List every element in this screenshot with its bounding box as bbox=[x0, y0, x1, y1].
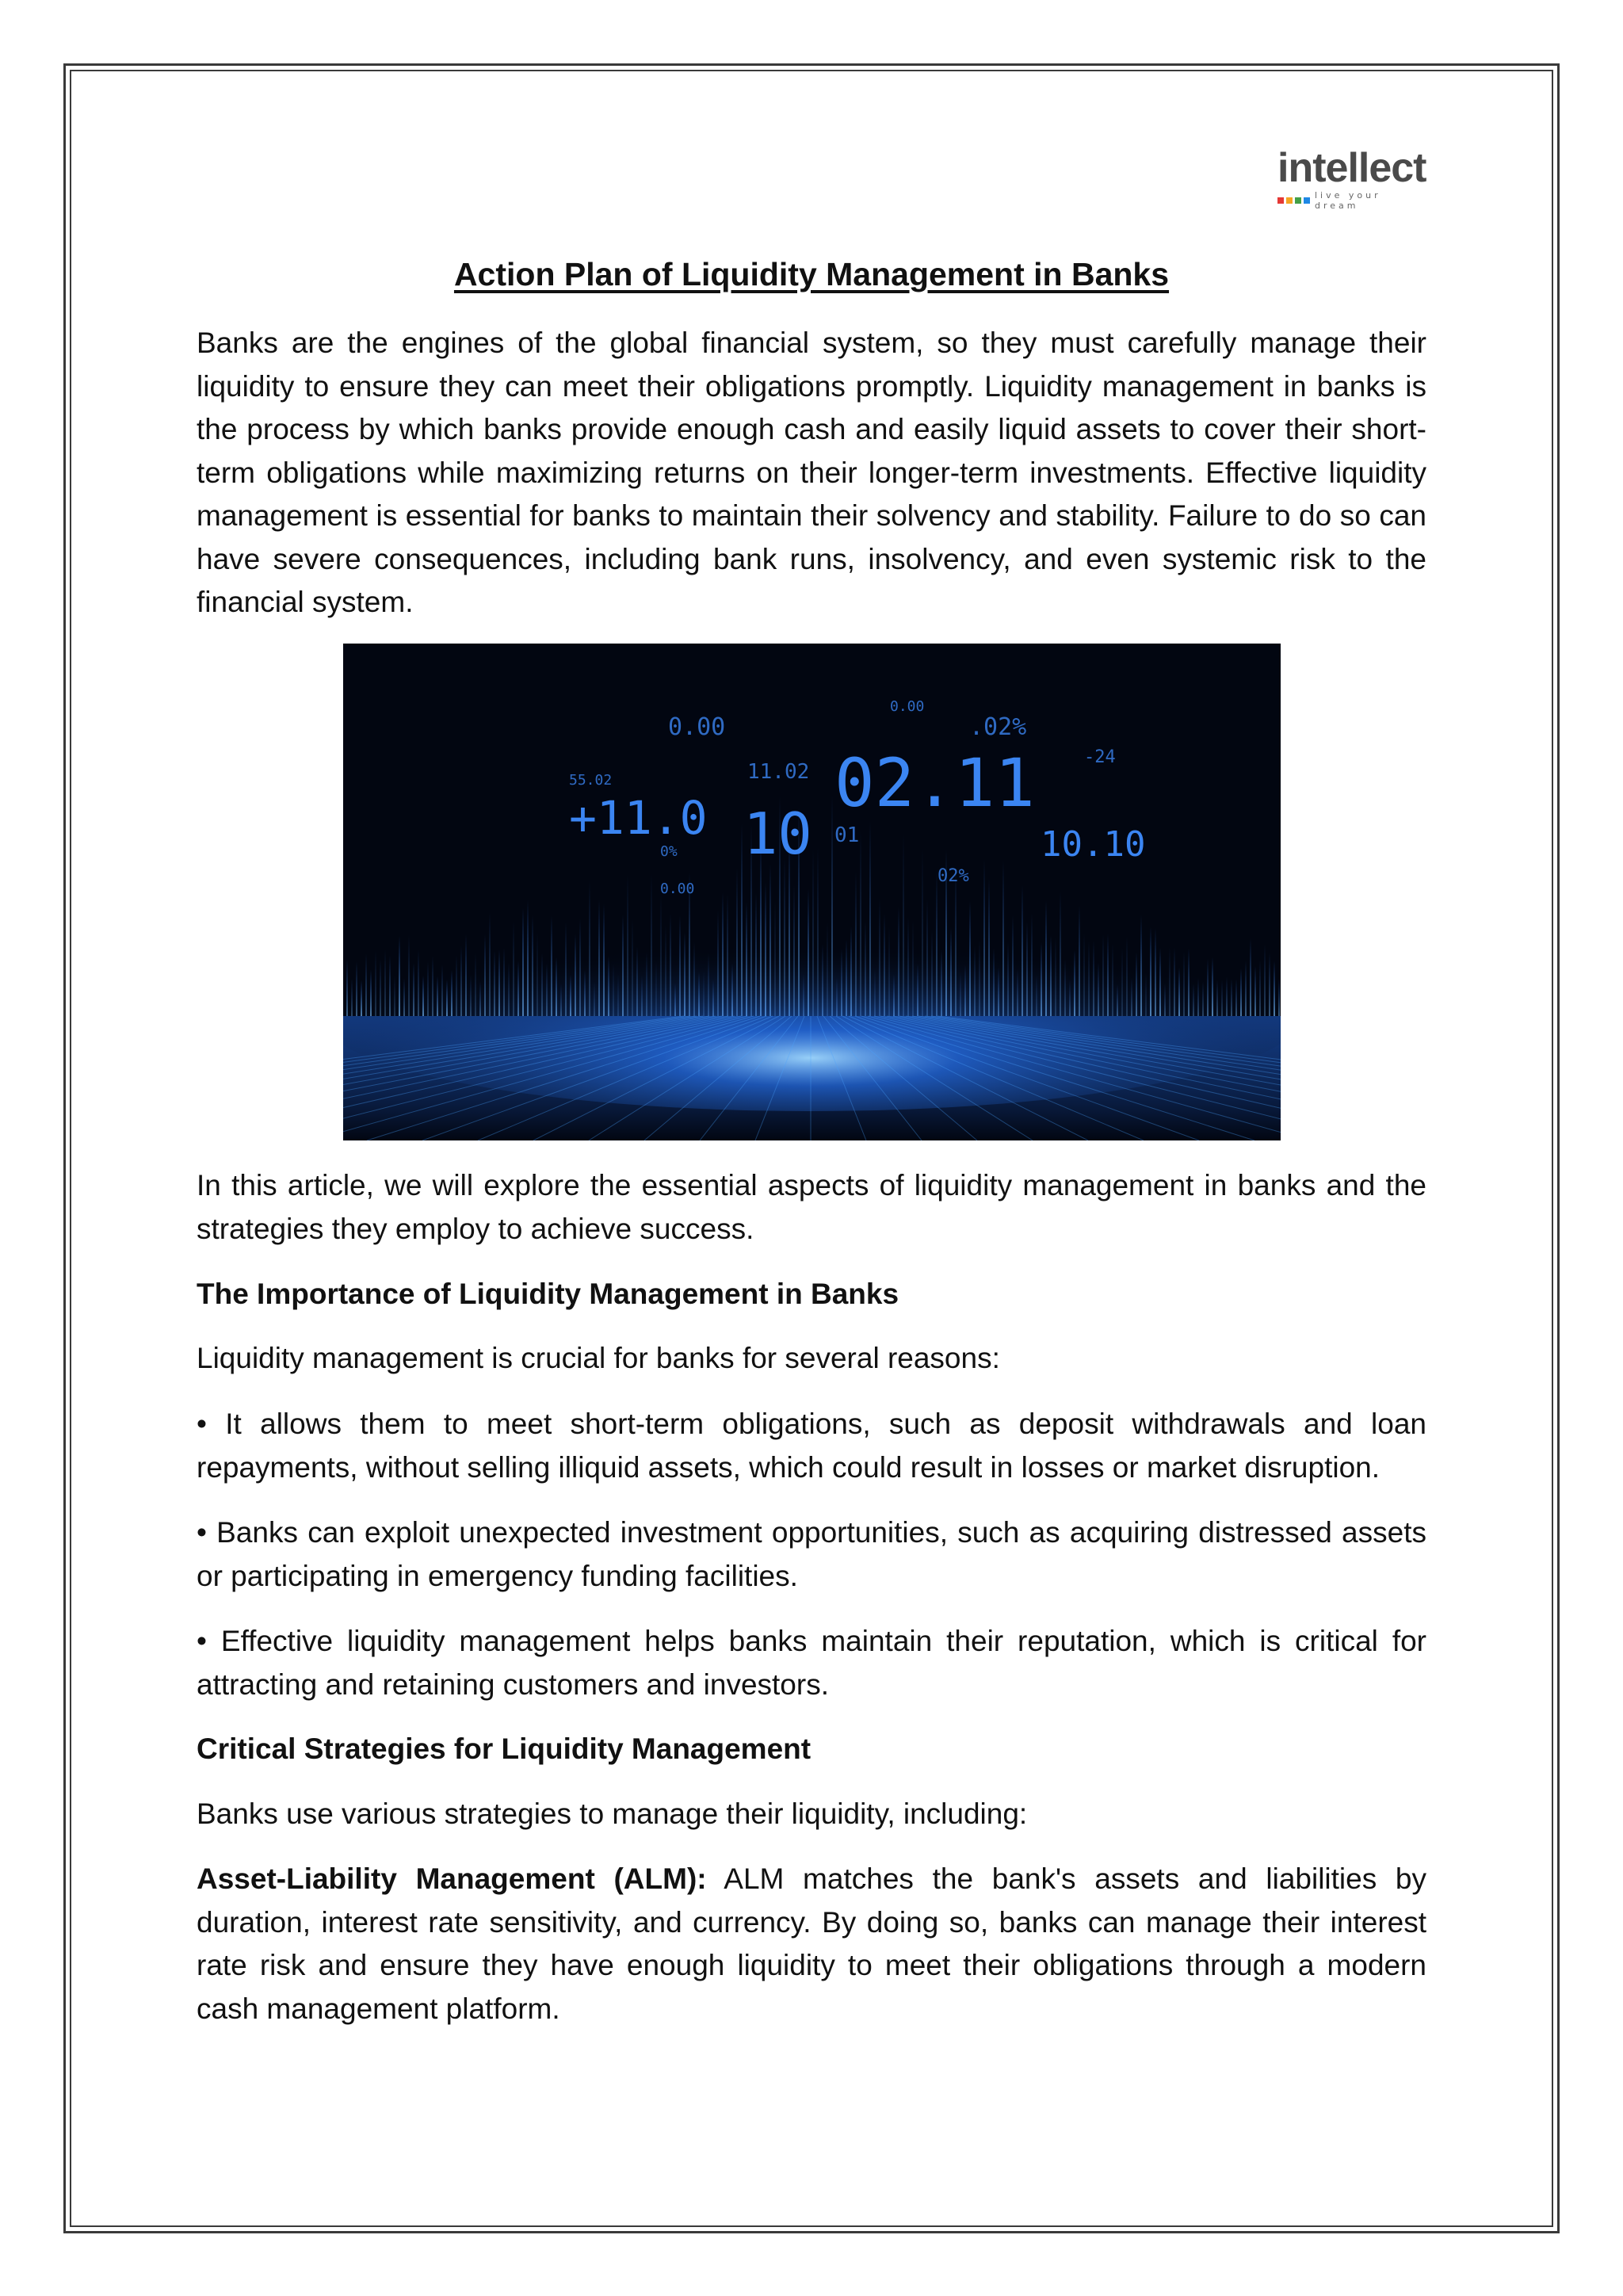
digital-readout-text: 11.02 bbox=[747, 760, 810, 784]
bullet-item-3: • Effective liquidity management helps banks maintain their reputation, which is critical for attracting and retaining customers and investors. bbox=[197, 1625, 1426, 1701]
digital-readout-text: 01 bbox=[834, 823, 860, 847]
digital-readout-text: 0.00 bbox=[660, 881, 695, 897]
digital-readout-text: 02.11 bbox=[834, 744, 1035, 822]
logo-wordmark: intellect bbox=[1277, 145, 1426, 191]
section-heading-strategies: Critical Strategies for Liquidity Management bbox=[197, 1733, 812, 1765]
digital-numbers-graphic bbox=[343, 644, 1281, 1140]
alm-paragraph bbox=[197, 1858, 1426, 2030]
alm-text: ALM matches the bank's assets and liabilities by duration, interest rate sensitivity, and currency. By doing so, banks can manage their interest rate risk and ensure they have enough liquidity to meet their obligations through a modern cash management platform. bbox=[197, 1862, 1427, 2025]
logo-dot-red bbox=[1277, 197, 1284, 204]
logo-tagline-row bbox=[1277, 190, 1428, 211]
digital-readout-text: 55.02 bbox=[569, 772, 613, 789]
intellect-logo bbox=[1277, 145, 1428, 211]
logo-dot-blue bbox=[1304, 197, 1310, 204]
bullet-item-2: • Banks can exploit unexpected investment opportunities, such as acquiring distressed assets or participating in emergency funding facilities. bbox=[197, 1516, 1426, 1592]
article-title: Action Plan of Liquidity Management in Banks bbox=[453, 256, 1170, 292]
logo-dot-green bbox=[1295, 197, 1301, 204]
digital-readout-text: -24 bbox=[1084, 747, 1116, 767]
article-intro-paragraph: In this article, we will explore the essential aspects of liquidity management in banks and the strategies they employ to achieve success. bbox=[197, 1169, 1426, 1245]
digital-readout-text: 0.00 bbox=[890, 698, 925, 715]
logo-color-dots bbox=[1277, 197, 1310, 204]
logo-tagline: live your dream bbox=[1315, 190, 1381, 211]
digital-readout-text: 10.10 bbox=[1041, 824, 1146, 865]
bullet-item-1: • It allows them to meet short-term obligations, such as deposit withdrawals and loan repayments, without selling illiquid assets, which could result in losses or market disruption. bbox=[197, 1408, 1426, 1484]
digital-readout-text: 0.00 bbox=[668, 713, 726, 741]
digital-readout-text: .02% bbox=[969, 713, 1027, 741]
alm-label: Asset-Liability Management (ALM): bbox=[197, 1862, 707, 1895]
strategies-lead-text: Banks use various strategies to manage their liquidity, including: bbox=[197, 1797, 1028, 1830]
importance-lead-text: Liquidity management is crucial for banks for several reasons: bbox=[197, 1342, 1000, 1374]
digital-readout-text: +11.0 bbox=[569, 791, 708, 845]
digital-readout-text: 10 bbox=[743, 800, 812, 867]
digital-readout-text: 0% bbox=[660, 843, 678, 860]
logo-dot-orange bbox=[1286, 197, 1293, 204]
digital-finance-image bbox=[343, 644, 1281, 1140]
intro-paragraph: Banks are the engines of the global financial system, so they must carefully manage their liquidity to ensure they can meet their obligations promptly. Liquidity management in banks is the process by which banks provide enough cash and easily liquid assets to cover their short-term obligations while maximizing returns on their longer-term investments. Effective liquidity management is essential for banks to maintain their solvency and stability. Failure to do so can have severe consequences, including bank runs, insolvency, and even systemic risk to the financial system. bbox=[197, 327, 1426, 618]
digital-readout-text: 02% bbox=[938, 866, 969, 886]
section-heading-importance: The Importance of Liquidity Management in Banks bbox=[197, 1278, 899, 1310]
